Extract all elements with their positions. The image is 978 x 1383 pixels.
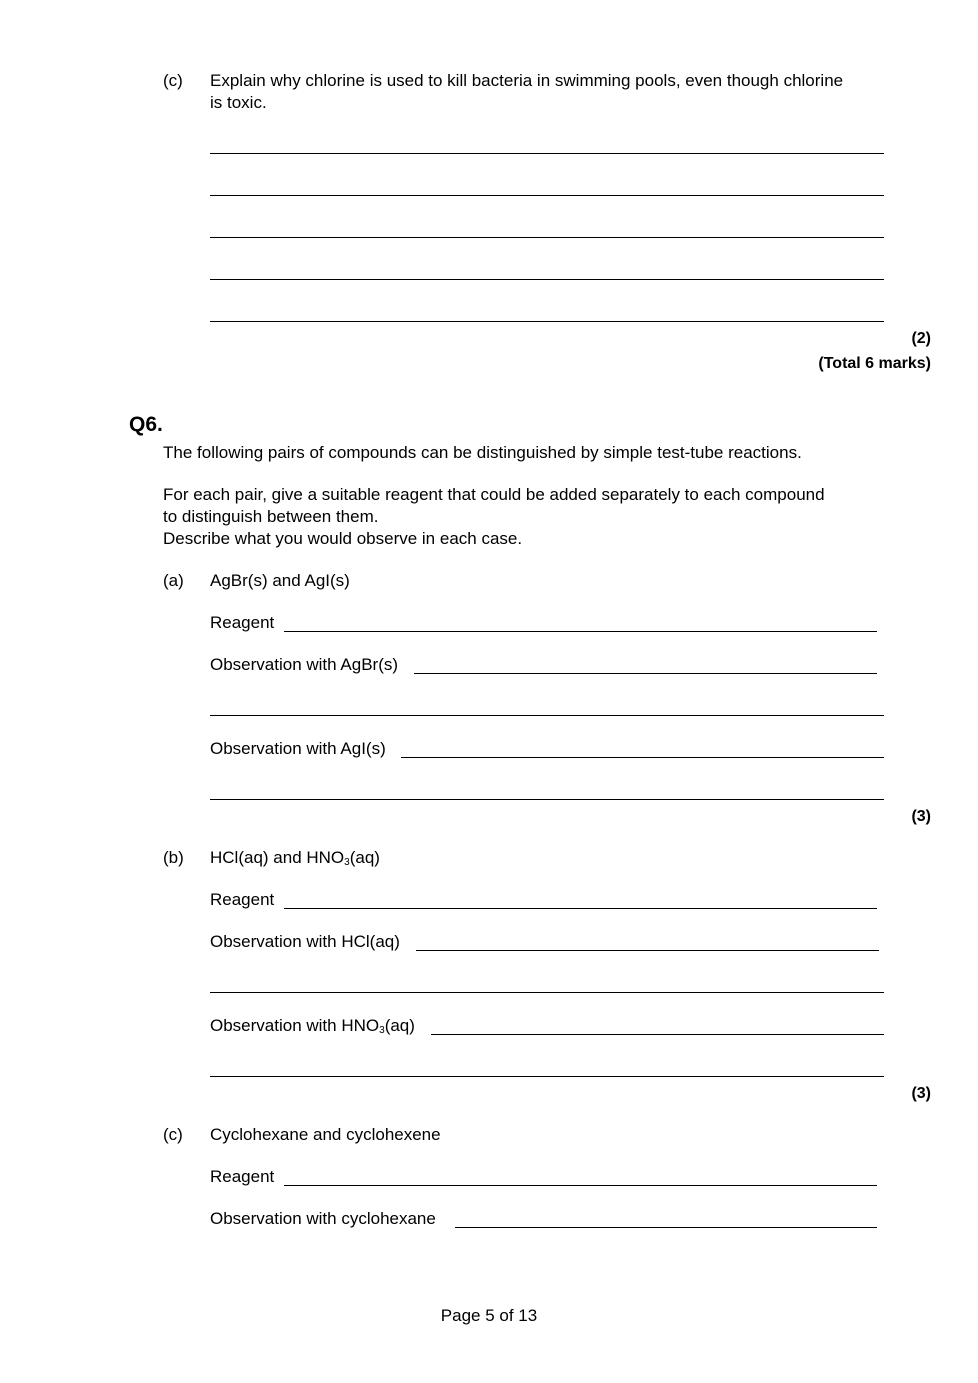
part-c2-reagent-label: Reagent — [210, 1167, 275, 1186]
part-a-label: (a) — [163, 571, 184, 590]
q6-instruction-line1: For each pair, give a suitable reagent that could be added separately to each compound — [163, 485, 825, 504]
part-b-title-pre: HCl(aq) and HNO — [210, 848, 345, 867]
marks-part-c: (2) — [911, 330, 931, 347]
part-b-title-sub: 3 — [344, 857, 350, 868]
answer-line[interactable] — [210, 799, 884, 800]
answer-line[interactable] — [210, 237, 884, 238]
answer-line[interactable] — [210, 992, 884, 993]
part-a-obs1-label: Observation with AgBr(s) — [210, 655, 399, 674]
marks-part-b: (3) — [911, 1085, 931, 1102]
part-b-obs1-line[interactable] — [416, 950, 879, 951]
part-b-obs1-label: Observation with HCl(aq) — [210, 932, 400, 951]
part-c2-label: (c) — [163, 1125, 183, 1144]
part-a-obs1-line[interactable] — [414, 673, 877, 674]
part-a-obs2-label: Observation with AgI(s) — [210, 739, 386, 758]
q6-instruction-line2: to distinguish between them. — [163, 507, 379, 526]
part-b-reagent-label: Reagent — [210, 890, 275, 909]
part-b-obs2-line[interactable] — [431, 1034, 884, 1035]
answer-line[interactable] — [210, 1076, 884, 1077]
part-a-obs2-line[interactable] — [401, 757, 884, 758]
part-c-question-line2: is toxic. — [210, 93, 267, 112]
answer-line[interactable] — [210, 715, 884, 716]
page-number: Page 5 of 13 — [440, 1306, 538, 1325]
marks-part-a: (3) — [911, 808, 931, 825]
part-b-label: (b) — [163, 848, 184, 867]
part-b-obs2-post: (aq) — [384, 1016, 415, 1035]
part-c-label: (c) — [163, 71, 183, 90]
part-b-obs2-pre: Observation with HNO — [210, 1016, 380, 1035]
answer-line[interactable] — [210, 195, 884, 196]
answer-line[interactable] — [210, 279, 884, 280]
q6-instruction-line3: Describe what you would observe in each case. — [163, 529, 523, 548]
q6-intro: The following pairs of compounds can be distinguished by simple test-tube reactions. — [163, 443, 802, 462]
part-a-title: AgBr(s) and AgI(s) — [210, 571, 350, 590]
part-a-reagent-label: Reagent — [210, 613, 275, 632]
part-a-reagent-line[interactable] — [284, 631, 877, 632]
part-c2-obs1-label: Observation with cyclohexane — [210, 1209, 436, 1228]
part-b-title-post: (aq) — [349, 848, 380, 867]
total-marks: (Total 6 marks) — [818, 355, 931, 372]
part-c2-reagent-line[interactable] — [284, 1185, 877, 1186]
part-b-title — [210, 848, 380, 868]
part-c2-title: Cyclohexane and cyclohexene — [210, 1125, 441, 1144]
answer-line[interactable] — [210, 153, 884, 154]
part-b-obs2-label — [210, 1016, 415, 1036]
question-number: Q6. — [129, 413, 163, 436]
part-b-obs2-sub: 3 — [379, 1025, 385, 1036]
part-c-question-line1: Explain why chlorine is used to kill bacteria in swimming pools, even though chlorine — [210, 71, 844, 90]
part-c2-obs1-line[interactable] — [455, 1227, 877, 1228]
part-b-reagent-line[interactable] — [284, 908, 877, 909]
answer-line[interactable] — [210, 321, 884, 322]
